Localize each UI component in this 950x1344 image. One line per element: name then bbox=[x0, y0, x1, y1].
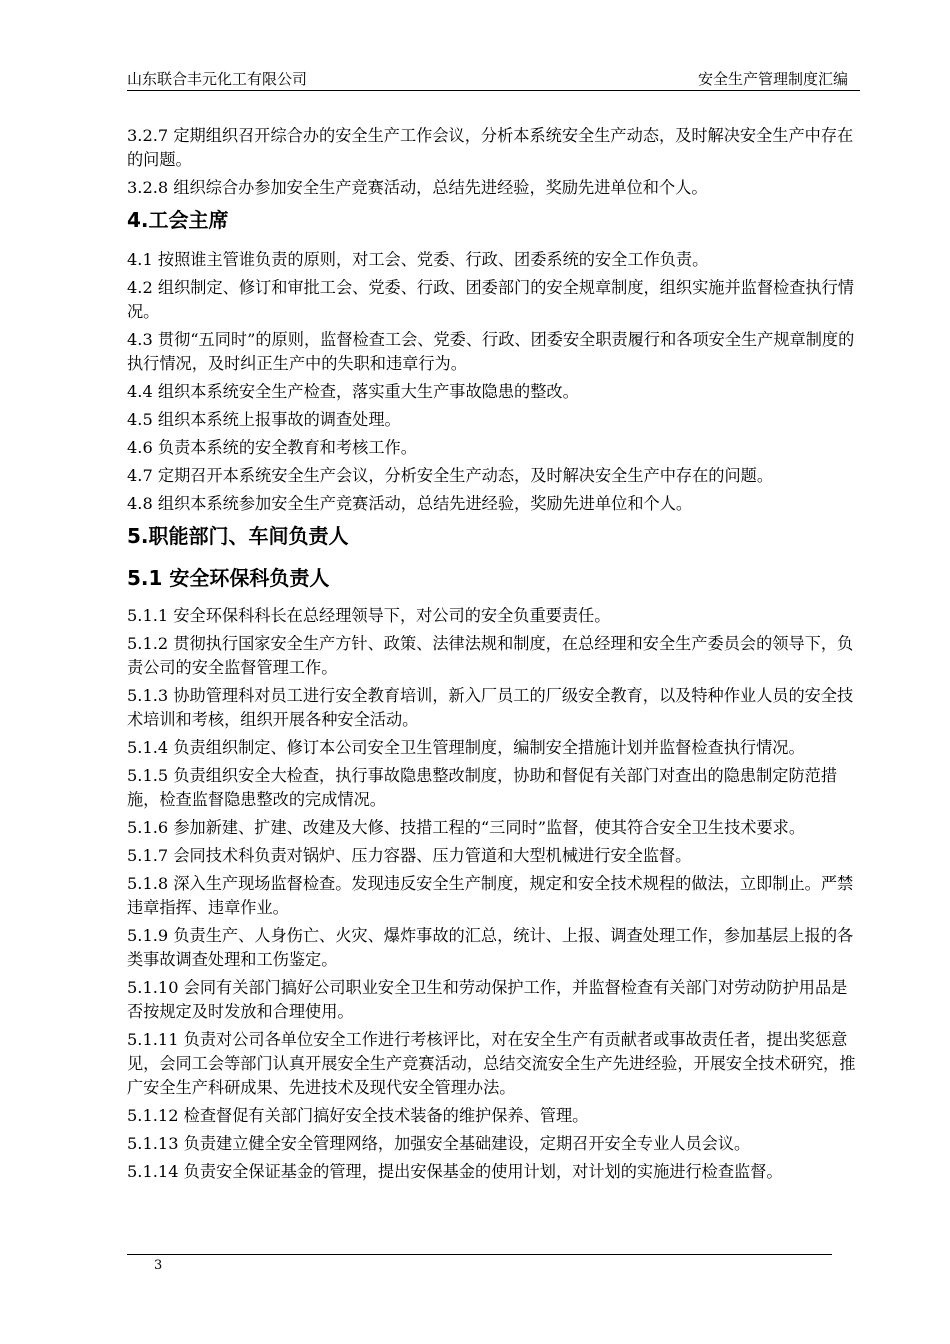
paragraph: 4.5 组织本系统上报事故的调查处理。 bbox=[127, 410, 401, 429]
paragraph: 5.1.14 负责安全保证基金的管理，提出安保基金的使用计划，对计划的实施进行检查监督。 bbox=[127, 1162, 783, 1181]
paragraph: 5.1.4 负责组织制定、修订本公司安全卫生管理制度，编制安全措施计划并监督检查执行情况。 bbox=[127, 738, 805, 757]
paragraph: 5.1.7 会同技术科负责对锅炉、压力容器、压力管道和大型机械进行安全监督。 bbox=[127, 846, 692, 865]
paragraph: 5.1.12 检查督促有关部门搞好安全技术装备的维护保养、管理。 bbox=[127, 1106, 589, 1125]
paragraph: 5.1.9 负责生产、人身伤亡、火灾、爆炸事故的汇总，统计、上报、调查处理工作，参加基层上报的各类事故调查处理和工伤鉴定。 bbox=[127, 926, 854, 969]
section-heading: 4.工会主席 bbox=[127, 208, 229, 232]
page-header bbox=[127, 66, 860, 91]
paragraph: 4.3 贯彻“五同时”的原则，监督检查工会、党委、行政、团委安全职责履行和各项安全生产规章制度的执行情况，及时纠正生产中的失职和违章行为。 bbox=[127, 330, 855, 373]
paragraph: 5.1.11 负责对公司各单位安全工作进行考核评比，对在安全生产有贡献者或事故责任者，提出奖惩意见，会同工会等部门认真开展安全生产竞赛活动，总结交流安全生产先进经验，开展安全技术研究，推广安全生产科研成果、先进技术及现代安全管理办法。 bbox=[127, 1030, 856, 1097]
page-number: 3 bbox=[154, 1258, 163, 1273]
header-doc-title: 安全生产管理制度汇编 bbox=[697, 70, 848, 88]
section-heading: 5.职能部门、车间负责人 bbox=[127, 524, 349, 548]
footer-divider bbox=[127, 1254, 832, 1255]
paragraph: 5.1.2 贯彻执行国家安全生产方针、政策、法律法规和制度，在总经理和安全生产委员会的领导下，负责公司的安全监督管理工作。 bbox=[127, 634, 854, 677]
paragraph: 4.6 负责本系统的安全教育和考核工作。 bbox=[127, 438, 417, 457]
document-body bbox=[127, 124, 860, 1188]
paragraph: 3.2.8 组织综合办参加安全生产竞赛活动，总结先进经验，奖励先进单位和个人。 bbox=[127, 178, 708, 197]
subsection-heading: 5.1 安全环保科负责人 bbox=[127, 566, 330, 590]
header-company: 山东联合丰元化工有限公司 bbox=[127, 70, 308, 88]
paragraph: 4.7 定期召开本系统安全生产会议，分析安全生产动态，及时解决安全生产中存在的问题。 bbox=[127, 466, 774, 485]
paragraph: 4.8 组织本系统参加安全生产竞赛活动，总结先进经验，奖励先进单位和个人。 bbox=[127, 494, 693, 513]
paragraph: 5.1.6 参加新建、扩建、改建及大修、技措工程的“三同时”监督，使其符合安全卫生技术要求。 bbox=[127, 818, 806, 837]
paragraph: 4.1 按照谁主管谁负责的原则，对工会、党委、行政、团委系统的安全工作负责。 bbox=[127, 250, 709, 269]
paragraph: 5.1.5 负责组织安全大检查，执行事故隐患整改制度，协助和督促有关部门对查出的隐患制定防范措施，检查监督隐患整改的完成情况。 bbox=[127, 766, 838, 809]
paragraph: 5.1.10 会同有关部门搞好公司职业安全卫生和劳动保护工作，并监督检查有关部门对劳动防护用品是否按规定及时发放和合理使用。 bbox=[127, 978, 848, 1021]
paragraph: 4.2 组织制定、修订和审批工会、党委、行政、团委部门的安全规章制度，组织实施并监督检查执行情况。 bbox=[127, 278, 854, 321]
paragraph: 5.1.8 深入生产现场监督检查。发现违反安全生产制度，规定和安全技术规程的做法，立即制止。严禁违章指挥、违章作业。 bbox=[127, 874, 854, 917]
paragraph: 4.4 组织本系统安全生产检查，落实重大生产事故隐患的整改。 bbox=[127, 382, 579, 401]
paragraph: 5.1.13 负责建立健全安全管理网络，加强安全基础建设，定期召开安全专业人员会议。 bbox=[127, 1134, 751, 1153]
paragraph: 5.1.3 协助管理科对员工进行安全教育培训，新入厂员工的厂级安全教育，以及特种作业人员的安全技术培训和考核，组织开展各种安全活动。 bbox=[127, 686, 854, 729]
paragraph: 3.2.7 定期组织召开综合办的安全生产工作会议，分析本系统安全生产动态，及时解决安全生产中存在的问题。 bbox=[127, 126, 854, 169]
paragraph: 5.1.1 安全环保科科长在总经理领导下，对公司的安全负重要责任。 bbox=[127, 606, 611, 625]
